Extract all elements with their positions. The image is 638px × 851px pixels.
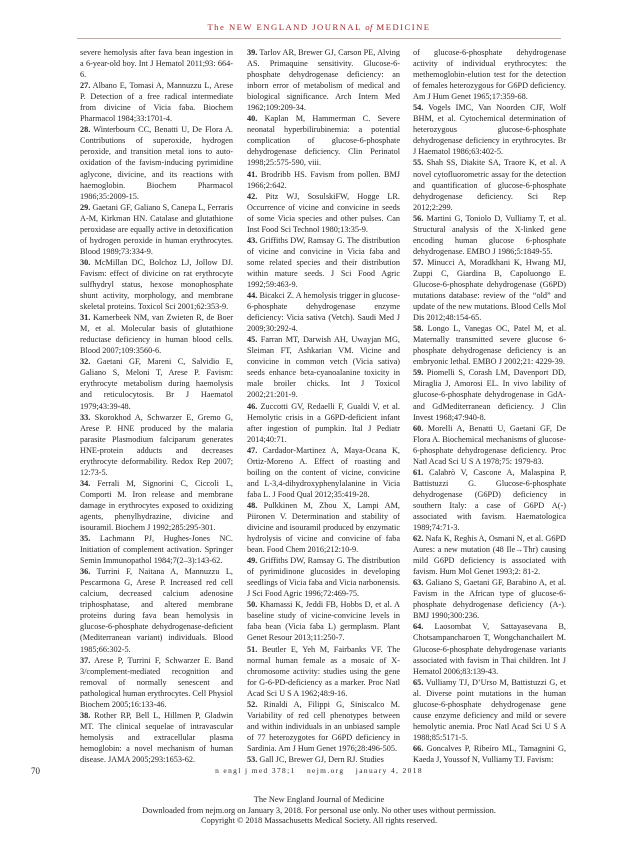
reference-text: Shah SS, Diakite SA, Traore K, et al. A novel cytofluorometric assay for the detection and quantification of glucose-6-phosphate dehydrogenase deficiency. Sci Rep 2012;2:299. (413, 158, 567, 212)
reference-number: 61. (413, 467, 424, 477)
reference-entry (247, 334, 400, 400)
reference-text: Calabrò V, Cascone A, Malaspina P, Battistuzzi G. Glucose-6-phosphate dehydrogenase (G6PD) deficiency in southern Italy: a case of G6PD A(-) associated with favism. Haematologica 1989;74:71-3. (413, 467, 567, 533)
reference-number: 47. (247, 445, 258, 455)
reference-entry (413, 533, 566, 577)
reference-entry (247, 290, 400, 334)
reference-number: 55. (413, 158, 424, 168)
copyright-journal: The New England Journal of Medicine (253, 795, 385, 804)
reference-number: 33. (80, 412, 91, 422)
reference-entry (80, 655, 233, 710)
reference-text: Martini G, Toniolo D, Vulliamy T, et al. Structural analysis of the X-linked gene encoding human glucose 6-phosphate dehydrogenase. EMBO J 1986;5:1849-55. (413, 213, 567, 256)
reference-text: Rinaldi A, Filippi G, Siniscalco M. Variability of red cell phenotypes between and within individuals in an unbiased sample of 77 heterozygotes for G6PD deficiency in Sardinia. Am J Hum Genet 1976;28:496-505. (247, 699, 400, 753)
reference-number: 59. (413, 368, 424, 378)
reference-text: Kaplan M, Hammerman C. Severe neonatal hyperbilirubinemia: a potential complication of glucose-6-phosphate dehydrogenase deficiency. Clin Perinatol 1998;25:575-590, viii. (247, 114, 400, 168)
reference-entry (247, 113, 400, 168)
reference-entry (413, 743, 566, 765)
reference-number: 31. (80, 313, 91, 323)
reference-number: 56. (413, 213, 424, 223)
reference-number: 58. (413, 324, 424, 334)
reference-number: 27. (80, 81, 91, 91)
reference-entry (413, 257, 566, 323)
reference-number: 44. (247, 291, 258, 301)
masthead-the: The (207, 22, 226, 32)
reference-text: Brodribb HS. Favism from pollen. BMJ 1966;2:642. (247, 169, 401, 190)
reference-text: Minucci A, Moradkhani K, Hwang MJ, Zuppi C, Giardina B, Capoluongo E. Glucose-6-phosphate dehydrogenase (G6PD) mutations database: review of the “old” and update of the new mutations. Blood Cells Mol Dis 2012;48:154-65. (413, 257, 566, 323)
reference-entry (413, 621, 566, 676)
reference-number: 46. (247, 401, 258, 411)
reference-text: Gall JC, Brewer GJ, Dern RJ. Studies (259, 755, 384, 764)
reference-entry (413, 157, 566, 212)
reference-text: Zuccotti GV, Redaelli F, Gualdi V, et al. Hemolytic crisis in a G6PD-deficient infant after ingestion of pumpkin. Ital J Pediatr 2014;40:71. (247, 401, 400, 444)
reference-text: Farran MT, Darwish AH, Uwayjan MG, Sleiman FT, Ashkarian VM. Vicine and convicine in common vetch (Vicia sativa) seeds enhance beta-cyanoalanine toxicity in male broiler chicks. Int J Toxicol 2002;21:201-9. (247, 335, 400, 400)
reference-number: 49. (247, 556, 258, 566)
reference-text: McMillan DC, Bolchoz LJ, Jollow DJ. Favism: effect of divicine on rat erythrocyte sulfhydryl status, hexose monophosphate shunt activity, morphology, and membrane skeletal proteins. Toxicol Sci 2001;62:353-9. (80, 257, 233, 312)
reference-text: Longo L, Vanegas OC, Patel M, et al. Maternally transmitted severe glucose 6-phosphate dehydrogenase deficiency is an embryonic lethal. EMBO J 2002;21: 4229-39. (413, 324, 567, 367)
reference-number: 38. (80, 710, 91, 720)
reference-entry (80, 80, 233, 124)
reference-text: Griffiths DW, Ramsay G. The distribution of vicine and convicine in Vicia faba and some related species and their distribution within mature seeds. J Sci Food Agric 1992;59:463-9. (247, 235, 400, 289)
reference-entry (413, 423, 566, 467)
reference-entry (413, 323, 566, 367)
reference-text: Griffiths DW, Ramsay G. The distribution of pyrimidinone glucosides in developing seedlings of Vicia faba and Vicia narbonensis. J Sci Food Agric 1996;72:469-75. (247, 556, 400, 599)
reference-text: Vogels IMC, Van Noorden CJF, Wolf BHM, et al. Cytochemical determination of heterozygous glucose-6-phosphate dehydrogenase deficiency in erythrocytes. Br J Haematol 1986;63:402-5. (413, 103, 566, 157)
reference-entry (80, 478, 233, 533)
reference-entry (247, 555, 400, 599)
reference-entry (413, 367, 566, 422)
reference-text: Khamassi K, Jeddi FB, Hobbs D, et al. A baseline study of vicine-convicine levels in faba bean (Vicia faba L) germplasm. Plant Genet Resour 2013;11:250-7. (247, 600, 401, 643)
reference-text: Vulliamy TJ, D’Urso M, Battistuzzi G, et al. Diverse point mutations in the human glucose-6-phosphate dehydrogenase gene cause enzyme deficiency and mild or severe hemolytic anemia. Proc Natl Acad Sci U S A 1988;85:5171-5. (413, 677, 566, 742)
reference-number: 60. (413, 423, 424, 433)
footer-separator (300, 766, 303, 775)
reference-text: Gaetani GF, Mareni C, Salvidio E, Galiano S, Meloni T, Arese P. Favism: erythrocyte metabolism during haemolysis and reticulocytosis. Br J Haematol 1979;43:39-48. (80, 357, 233, 411)
reference-number: 51. (247, 644, 258, 654)
reference-number: 53. (247, 755, 258, 764)
reference-text: Winterbourn CC, Benatti U, De Flora A. Contributions of superoxide, hydrogen peroxide, and transition metal ions to auto-oxidation of the favism-inducing pyrimidine aglycone, divicine, and its reactions with haemoglobin. Biochem Pharmacol 1986;35:2009-15. (80, 125, 233, 201)
reference-text: Skorokhod A, Schwarzer E, Gremo G, Arese P. HNE produced by the malaria parasite Plasmodium falciparum generates HNE-protein adducts and decreases erythrocyte deformability. Redox Rep 2007; 12:73-5. (80, 412, 233, 477)
reference-entry (247, 699, 400, 754)
reference-entry (413, 47, 566, 102)
reference-text: Rother RP, Bell L, Hillmen P, Gladwin MT. The clinical sequelae of intravascular hemolysis and extracellular plasma hemoglobin: a novel mechanism of human disease. JAMA 2005;293:1653-62. (80, 710, 234, 764)
reference-entry (413, 467, 566, 533)
reference-text: Turrini F, Naitana A, Mannuzzu L, Pescarmona G, Arese P. Increased red cell calcium, decreased calcium adenosine triphosphatase, and altered membrane proteins during fava bean hemolysis in glucose-6-phosphate dehydrogenase-deficient (Mediterranean variant) individuals. Blood 1985;66:302-5. (80, 567, 233, 654)
reference-entry (413, 577, 566, 621)
reference-entry (80, 202, 233, 257)
reference-entry (80, 312, 233, 356)
reference-entry (247, 644, 400, 699)
reference-number: 42. (247, 191, 258, 201)
reference-entry (247, 401, 400, 445)
reference-text: Tarlov AR, Brewer GJ, Carson PE, Alving AS. Primaquine sensitivity. Glucose-6-phosphate dehydrogenase deficiency: an inborn error of metabolism of medical and biological significance. Arch Intern Med 1962;109:209-34. (247, 48, 400, 113)
reference-text: Morelli A, Benatti U, Gaetani GF, De Flora A. Biochemical mechanisms of glucose-6-phosphate dehydrogenase deficiency. Proc Natl Acad Sci U S A 1978;75: 1979-83. (413, 423, 567, 466)
masthead-of: of (365, 22, 373, 32)
reference-column-1 (80, 47, 233, 765)
page-number: 70 (31, 766, 40, 776)
reference-entry (80, 533, 233, 566)
reference-number: 48. (247, 500, 258, 510)
reference-number: 54. (413, 103, 424, 113)
journal-masthead (0, 22, 638, 32)
reference-number: 43. (247, 235, 258, 245)
reference-text: Goncalves P, Ribeiro ML, Tamagnini G, Kaeda J, Youssof N, Vulliamy TJ. Favism: (413, 743, 567, 764)
footer-separator (348, 766, 351, 775)
reference-number: 52. (247, 699, 258, 709)
footer-journal-citation: n engl j med 378;1 (215, 766, 296, 775)
reference-entry (247, 754, 400, 765)
reference-number: 64. (413, 622, 424, 632)
reference-number: 66. (413, 743, 424, 753)
footer-site: nejm.org (306, 766, 345, 775)
reference-entry (247, 191, 400, 235)
reference-number: 29. (80, 202, 91, 212)
reference-entry (80, 710, 233, 765)
copyright-download-note: Downloaded from nejm.org on January 3, 2018. For personal use only. No other uses without permission. (142, 805, 496, 815)
masthead-journal-name: NEW ENGLAND JOURNAL (228, 22, 362, 32)
reference-number: 45. (247, 335, 258, 345)
reference-number: 35. (80, 534, 91, 544)
reference-entry (80, 412, 233, 478)
reference-entry (247, 235, 400, 290)
reference-entry (413, 102, 566, 157)
reference-number: 30. (80, 257, 91, 267)
reference-number: 65. (413, 677, 424, 687)
reference-number: 36. (80, 567, 91, 577)
reference-text: Gaetani GF, Galiano S, Canepa L, Ferraris A-M, Kirkman HN. Catalase and glutathione peroxidase are equally active in detoxification of hydrogen peroxide in human erythrocytes. Blood 1989;73:334-9. (80, 202, 233, 256)
reference-text: Pitz WJ, SosulskiFW, Hogge LR. Occurrence of vicine and convicine in seeds of some Vicia species and other pulses. Can Inst Food Sci Technol 1980;13:35-9. (247, 191, 400, 234)
copyright-notice (0, 795, 638, 827)
reference-text: Cardador-Martinez A, Maya-Ocana K, Ortiz-Moreno A. Effect of roasting and boiling on the content of vicine, convicine and L-3,4-dihydroxyphenylalanine in Vicia faba L. J Food Qual 2012;35:419-28. (247, 445, 400, 499)
reference-entry (413, 213, 566, 257)
reference-entry (80, 356, 233, 411)
reference-number: 39. (247, 48, 258, 57)
masthead-divider (77, 38, 561, 39)
reference-text: Piomelli S, Corash LM, Davenport DD, Miraglia J, Amorosi EL. In vivo lability of glucose-6-phosphate dehydrogenase in GdA- and GdMediterranean deficiency. J Clin Invest 1968;47:940-8. (413, 368, 566, 422)
reference-text: Arese P, Turrini F, Schwarzer E. Band 3/complement-mediated recognition and removal of normally senescent and pathological human erythrocytes. Cell Physiol Biochem 2005;16:133-46. (80, 655, 233, 709)
reference-text: Lachmann PJ, Hughes-Jones NC. Initiation of complement activation. Springer Semin Immunopathol 1984;7(2–3):143-62. (80, 534, 233, 566)
reference-number: 57. (413, 257, 424, 267)
reference-entry (80, 47, 233, 80)
reference-number: 37. (80, 655, 91, 665)
reference-column-3 (413, 47, 566, 765)
reference-entry (247, 500, 400, 555)
masthead-medicine: MEDICINE (376, 22, 431, 32)
reference-number: 34. (80, 478, 91, 488)
reference-entry (413, 677, 566, 743)
reference-text: severe hemolysis after fava bean ingestion in a 6-year-old boy. Int J Hematol 2011;93: 664-6. (80, 48, 233, 80)
reference-number: 32. (80, 357, 91, 367)
reference-text: Bicakci Z. A hemolysis trigger in glucose-6-phosphate dehydrogenase enzyme deficiency: Vicia sativa (Vetch). Saudi Med J 2009;30:292-4. (247, 291, 400, 334)
reference-text: Laosombat V, Sattayasevana B, Chotsampancharoen T, Wongchanchailert M. Glucose-6-phosphate dehydrogenase variants associated with favism in Thai children. Int J Hematol 2006;83:139-43. (413, 622, 566, 676)
reference-number: 41. (247, 169, 258, 179)
reference-number: 28. (80, 125, 91, 135)
reference-number: 63. (413, 578, 424, 588)
reference-text: Galiano S, Gaetani GF, Barabino A, et al. Favism in the African type of glucose-6-phosphate dehydrogenase deficiency (A-). BMJ 1990;300:236. (413, 578, 566, 621)
reference-entry (80, 257, 233, 312)
reference-text: Ferrali M, Signorini C, Ciccoli L, Comporti M. Iron release and membrane damage in erythrocytes exposed to oxidizing agents, phenylhydrazine, divicine and isouramil. Biochem J 1992;285:295-301. (80, 478, 233, 533)
footer-date: january 4, 2018 (355, 766, 423, 775)
reference-entry (80, 566, 233, 654)
running-footer (0, 766, 638, 775)
reference-entry (247, 445, 400, 500)
reference-text: Pulkkinen M, Zhou X, Lampi AM, Piironen V. Determination and stability of divicine and isouramil produced by enzymatic hydrolysis of vicine and convicine of faba bean. Food Chem 2016;212:10-9. (247, 500, 400, 555)
reference-number: 40. (247, 114, 258, 124)
reference-column-2 (247, 47, 400, 765)
reference-text: Beutler E, Yeh M, Fairbanks VF. The normal human female as a mosaic of X-chromosome activity: studies using the gene for G-6-PD-deficiency as a marker. Proc Natl Acad Sci U S A 1962;48:9-16. (247, 644, 400, 698)
reference-number: 62. (413, 534, 424, 544)
reference-text: Nafa K, Reghis A, Osmani N, et al. G6PD Aures: a new mutation (48 Ile→Thr) causing mild G6PD deficiency is associated with favism. Hum Mol Genet 1993;2: 81-2. (413, 534, 566, 577)
reference-number: 50. (247, 600, 258, 610)
reference-entry (247, 599, 400, 643)
reference-entry (247, 169, 400, 191)
reference-text: Kamerbeek NM, van Zwieten R, de Boer M, et al. Molecular basis of glutathione reductase deficiency in human blood cells. Blood 2007;109:3560-6. (80, 313, 233, 356)
copyright-statement: Copyright © 2018 Massachusetts Medical Society. All rights reserved. (200, 816, 438, 826)
reference-text: of glucose-6-phosphate dehydrogenase activity of individual erythrocytes: the methemoglobin-elution test for the detection of females heterozygous for G6PD deficiency. Am J Hum Genet 1965;17:359-68. (413, 48, 566, 102)
reference-text: Albano E, Tomasi A, Mannuzzu L, Arese P. Detection of a free radical intermediate from divicine of Vicia faba. Biochem Pharmacol 1984;33:1701-4. (80, 81, 233, 124)
reference-entry (80, 124, 233, 201)
reference-entry (247, 47, 400, 113)
